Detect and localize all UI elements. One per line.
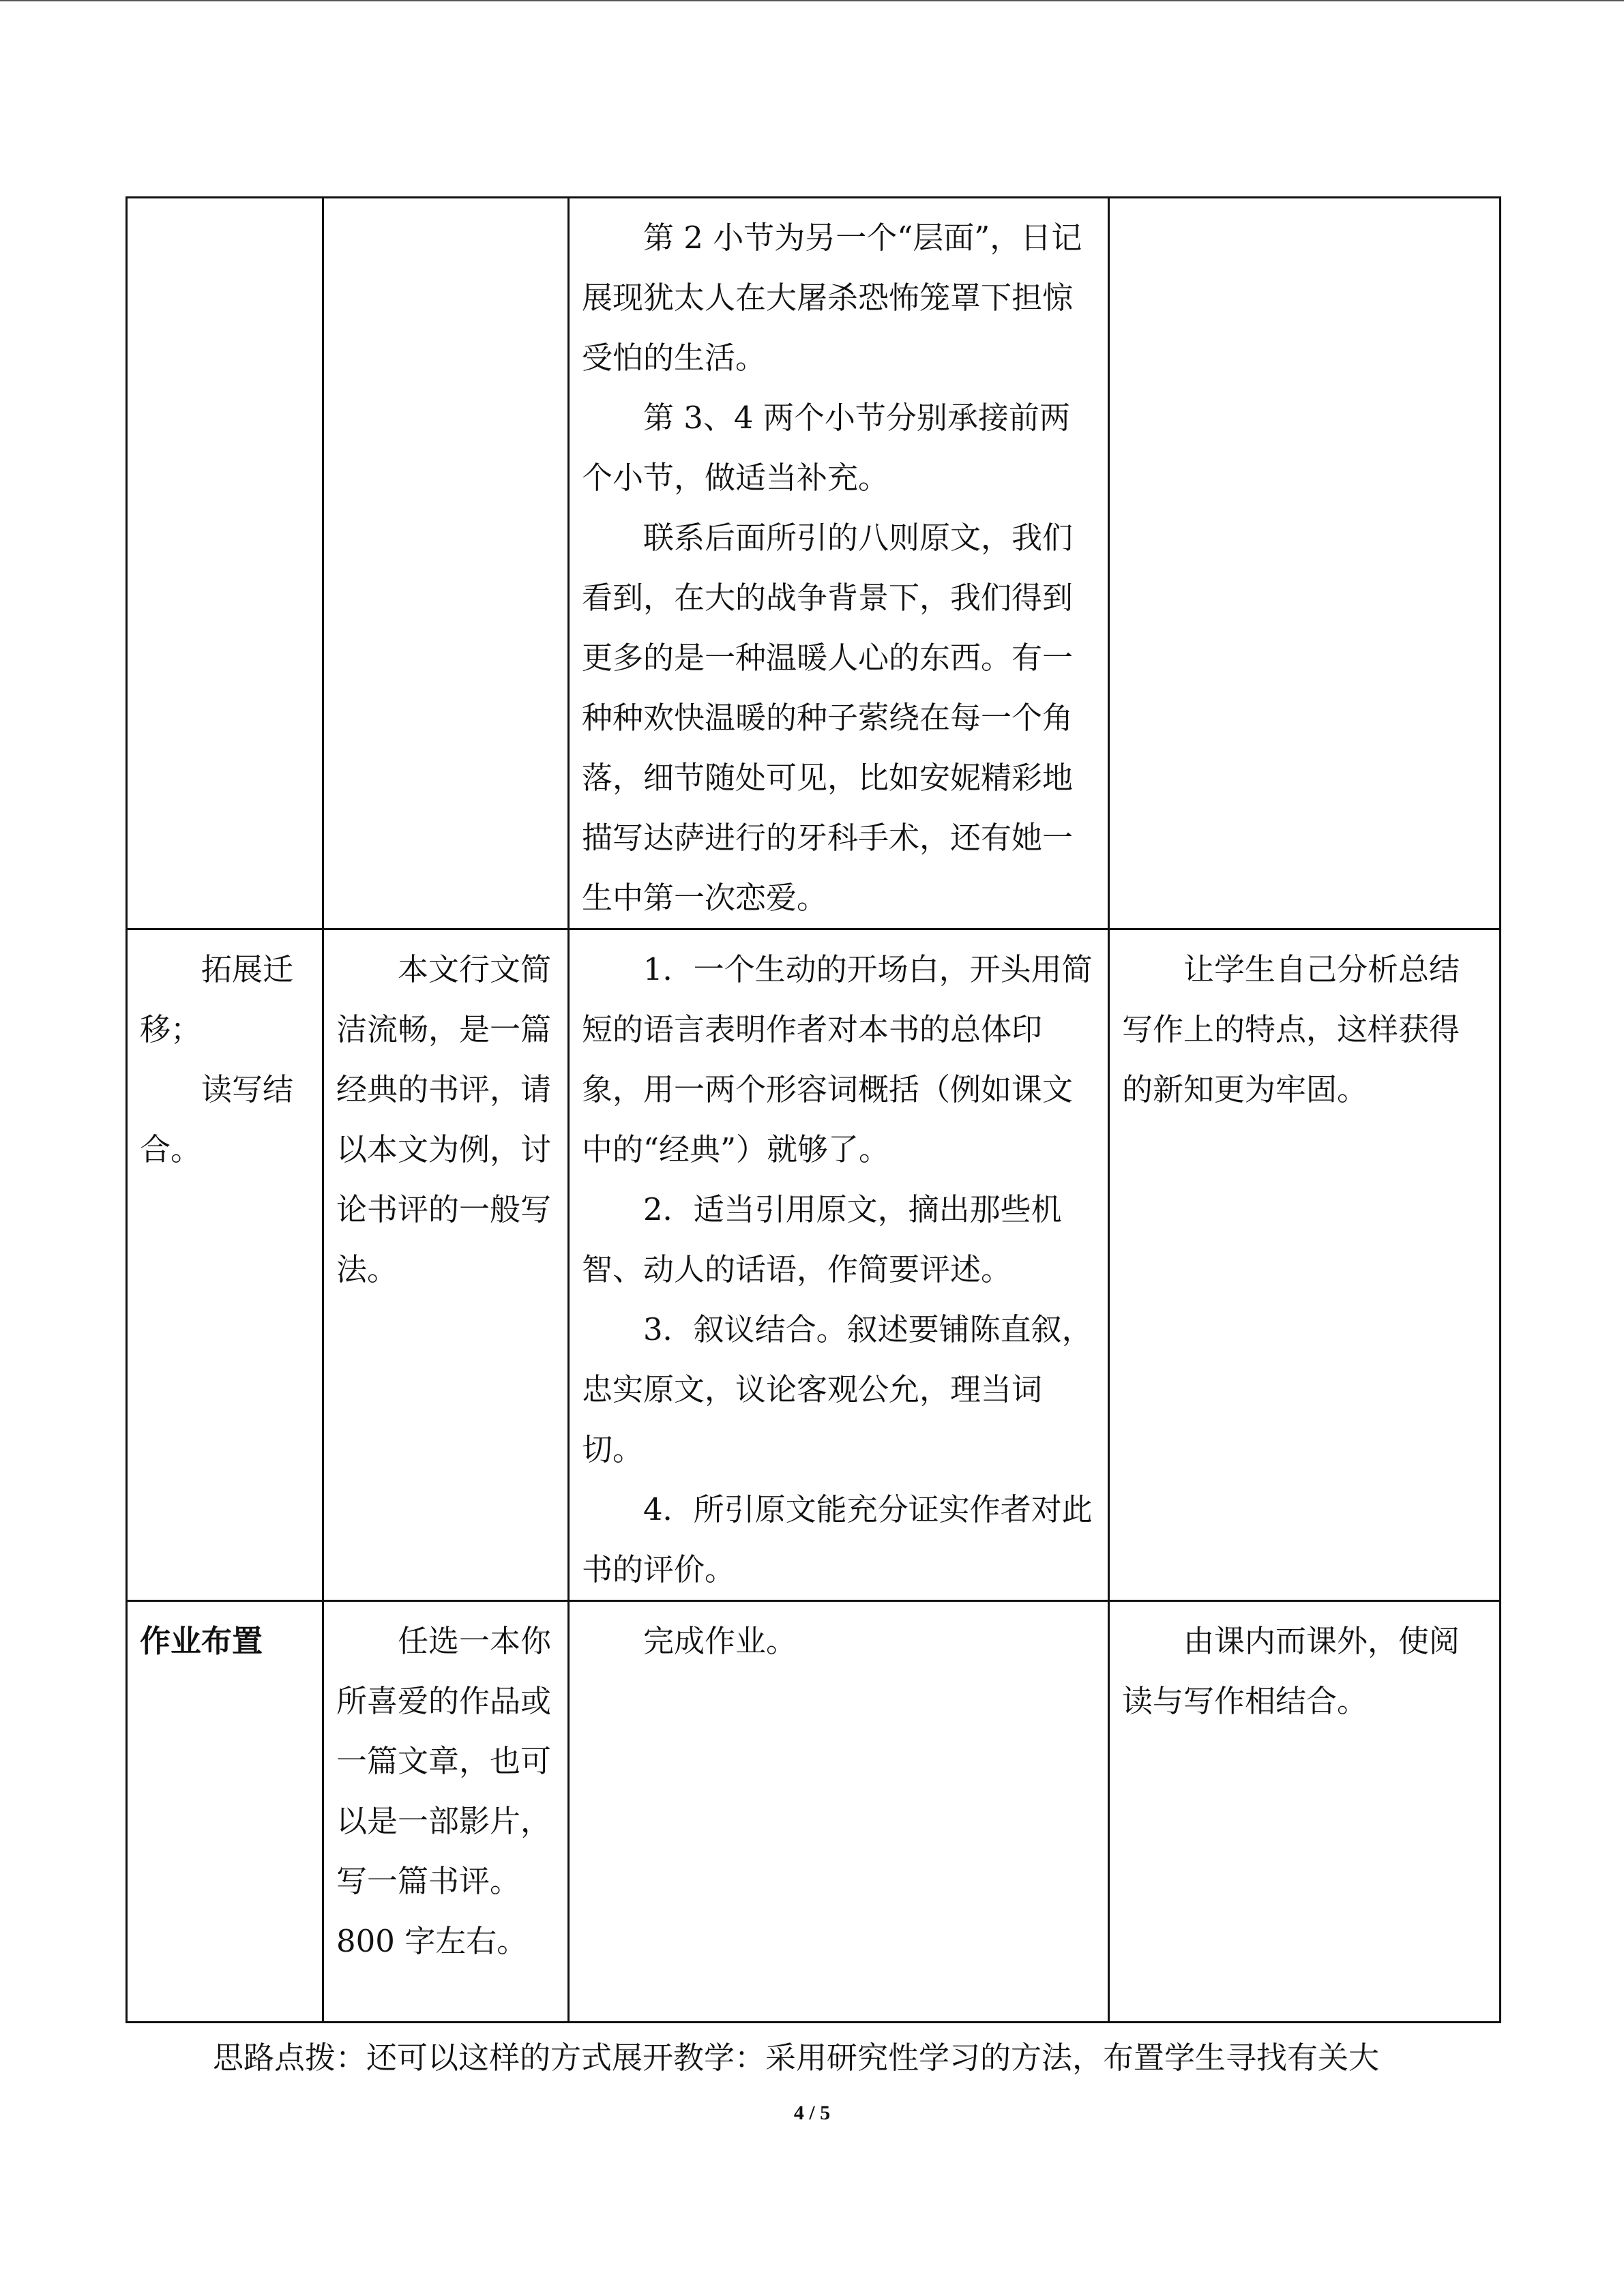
table-cell-step (127, 1601, 323, 2023)
purpose-text: 由课内而课外，使阅读与写作相结合。 (1122, 1623, 1460, 1719)
table-cell-step (127, 929, 323, 1601)
page-number: 4 / 5 (793, 2102, 831, 2124)
table-row (127, 1601, 1501, 2023)
step-label: 作业布置 (140, 1623, 263, 1659)
table-cell-step (127, 198, 323, 929)
activity-paragraph: 3．叙议结合。叙述要铺陈直叙，忠实原文，议论客观公允，理当词切。 (582, 1311, 1093, 1467)
table-cell-content (323, 1601, 569, 2023)
content-text: 本文行文简洁流畅，是一篇经典的书评，请以本文为例，讨论书评的一般写法。 (336, 951, 552, 1287)
activity-paragraph: 完成作业。 (643, 1623, 797, 1659)
table-cell-activity (569, 1601, 1109, 2023)
purpose-text: 让学生自己分析总结写作上的特点，这样获得的新知更为牢固。 (1122, 951, 1460, 1107)
table-cell-purpose (1109, 1601, 1501, 2023)
activity-paragraph: 1．一个生动的开场白，开头用简短的语言表明作者对本书的总体印象，用一两个形容词概括（例如课文中的“经典”）就够了。 (582, 951, 1093, 1167)
table-row (127, 929, 1501, 1601)
activity-paragraph: 4．所引原文能充分证实作者对此书的评价。 (582, 1491, 1093, 1587)
activity-paragraph: 第 2 小节为另一个“层面”，日记展现犹太人在大屠杀恐怖笼罩下担惊受怕的生活。 (582, 220, 1082, 376)
table-cell-activity (569, 929, 1109, 1601)
table-row (127, 198, 1501, 929)
table-cell-content (323, 198, 569, 929)
content-text: 任选一本你所喜爱的作品或一篇文章，也可以是一部影片，写一篇书评。800 字左右。 (336, 1623, 552, 1959)
table-cell-purpose (1109, 198, 1501, 929)
footnote-text: 思路点拨：还可以这样的方式展开教学：采用研究性学习的方法，布置学生寻找有关大 (213, 2040, 1380, 2076)
step-label: 拓展迁移； (140, 951, 294, 1047)
lesson-plan-table (126, 196, 1501, 2023)
table-cell-purpose (1109, 929, 1501, 1601)
activity-paragraph: 联系后面所引的八则原文，我们看到，在大的战争背景下，我们得到更多的是一种温暖人心的东西。有一种种欢快温暖的种子萦绕在每一个角落，细节随处可见，比如安妮精彩地描写达萨进行的牙科手术，还有她一生中第一次恋爱。 (582, 520, 1074, 916)
activity-paragraph: 2．适当引用原文，摘出那些机智、动人的话语，作简要评述。 (582, 1191, 1062, 1287)
step-label: 读写结合。 (140, 1071, 294, 1167)
activity-paragraph: 第 3、4 两个小节分别承接前两个小节，做适当补充。 (582, 400, 1070, 496)
page-top-border (0, 0, 1624, 1)
table-cell-activity (569, 198, 1109, 929)
table-cell-content (323, 929, 569, 1601)
